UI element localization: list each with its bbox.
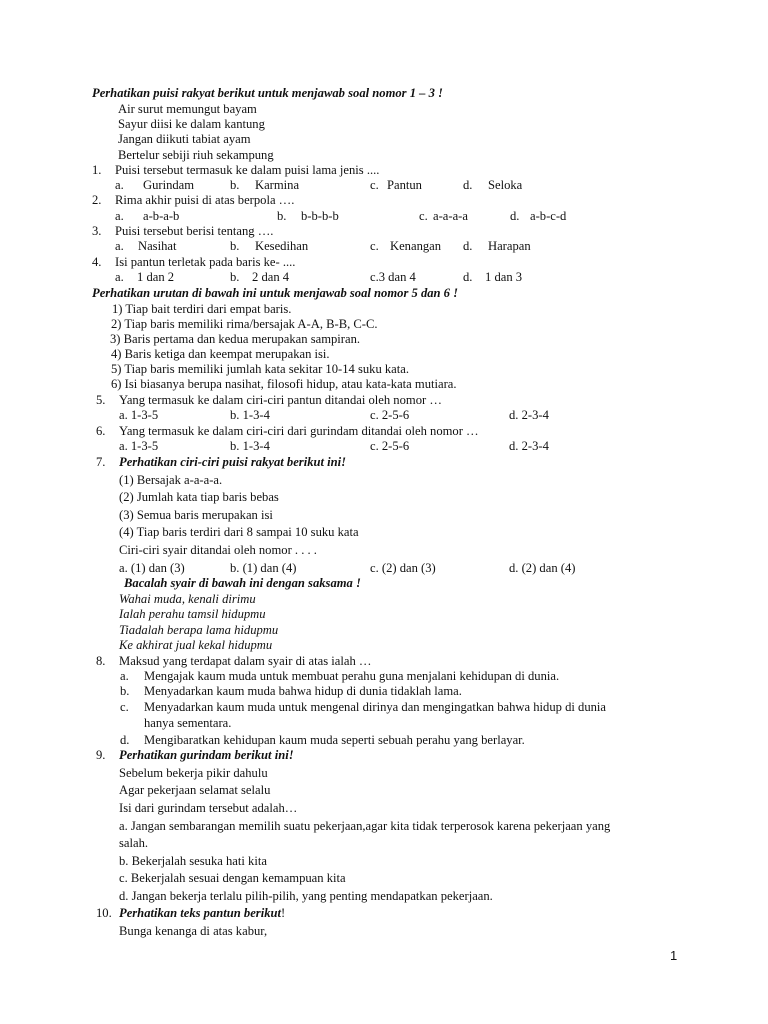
list-item: 6) Isi biasanya berupa nasihat, filosofi hidup, atau kata-kata mutiara.: [111, 377, 457, 391]
option-label: a.: [115, 178, 124, 192]
syair-line: Ialah perahu tamsil hidupmu: [119, 607, 266, 621]
option-label: a.: [115, 239, 124, 253]
option-b: Menyadarkan kaum muda bahwa hidup di dunia tidaklah lama.: [144, 684, 462, 698]
question-number: 10.: [96, 906, 112, 920]
option-b: Karmina: [255, 178, 300, 192]
option-a: 1 dan 2: [137, 270, 175, 284]
question-text-italic: Perhatikan teks pantun berikut: [119, 906, 282, 920]
question-text: Isi pantun terletak pada baris ke- ....: [115, 255, 296, 269]
option-c: c. 2-5-6: [370, 408, 410, 422]
list-item: (4) Tiap baris terdiri dari 8 sampai 10 suku kata: [119, 525, 359, 539]
option-d: d. 2-3-4: [509, 439, 549, 453]
option-label: d.: [463, 270, 473, 284]
syair-line: Ke akhirat jual kekal hidupmu: [119, 638, 273, 652]
option-c: a-a-a-a: [433, 209, 468, 223]
poem-line: Bertelur sebiji riuh sekampung: [118, 148, 274, 162]
option-label: b.: [120, 684, 130, 698]
option-label: d.: [510, 209, 520, 223]
list-item: (2) Jumlah kata tiap baris bebas: [119, 490, 279, 504]
question-number: 6.: [96, 424, 106, 438]
option-c: Menyadarkan kaum muda untuk mengenal dirinya dan mengingatkan bahwa hidup di dunia: [144, 700, 606, 714]
option-c: c. (2) dan (3): [370, 561, 436, 575]
question-number: 5.: [96, 393, 106, 407]
option-label: d.: [120, 733, 130, 747]
option-a: Gurindam: [143, 178, 195, 192]
option-d: d. (2) dan (4): [509, 561, 576, 575]
question-text-exclamation: !: [281, 906, 286, 920]
option-label: d.: [463, 178, 473, 192]
option-b: b-b-b-b: [301, 209, 339, 223]
option-label: b.: [230, 270, 240, 284]
option-c: Pantun: [387, 178, 422, 192]
option-label: b.: [277, 209, 287, 223]
option-b: b. 1-3-4: [230, 439, 270, 453]
question-number: 7.: [96, 455, 106, 469]
option-b: Kesedihan: [255, 239, 309, 253]
question-text: Puisi tersebut termasuk ke dalam puisi lama jenis ....: [115, 163, 380, 177]
question-text: [119, 906, 285, 921]
option-label: a.: [115, 209, 124, 223]
option-label: c.: [120, 700, 129, 714]
question-text: Rima akhir puisi di atas berpola ….: [115, 193, 295, 207]
option-d: Mengibaratkan kehidupan kaum muda seperti sebuah perahu yang berlayar.: [144, 733, 525, 747]
list-item: 4) Baris ketiga dan keempat merupakan isi.: [111, 347, 330, 361]
syair-line: Wahai muda, kenali dirimu: [119, 592, 256, 606]
option-a: a. 1-3-5: [119, 439, 159, 453]
question-prompt: Ciri-ciri syair ditandai oleh nomor . . . .: [119, 543, 317, 557]
option-a-continued: salah.: [119, 836, 149, 850]
instruction-1: Perhatikan puisi rakyat berikut untuk menjawab soal nomor 1 – 3 !: [92, 86, 443, 100]
option-c: c.3 dan 4: [370, 270, 416, 284]
question-text: Perhatikan gurindam berikut ini!: [119, 748, 294, 762]
option-label: b.: [230, 239, 240, 253]
pantun-line: Bunga kenanga di atas kabur,: [119, 924, 268, 938]
option-label: c.: [370, 239, 379, 253]
option-b: b. 1-3-4: [230, 408, 270, 422]
question-number: 9.: [96, 748, 106, 762]
option-b: 2 dan 4: [252, 270, 290, 284]
poem-line: Air surut memungut bayam: [118, 102, 257, 116]
option-a: Mengajak kaum muda untuk membuat perahu guna menjalani kehidupan di dunia.: [144, 669, 560, 683]
question-text: Puisi tersebut berisi tentang ….: [115, 224, 274, 238]
option-d: 1 dan 3: [485, 270, 523, 284]
question-number: 4.: [92, 255, 102, 269]
list-item: (3) Semua baris merupakan isi: [119, 508, 273, 522]
option-d: Harapan: [488, 239, 531, 253]
option-label: d.: [463, 239, 473, 253]
instruction-3: Bacalah syair di bawah ini dengan saksama !: [124, 576, 361, 590]
question-number: 2.: [92, 193, 102, 207]
page-number: 1: [670, 948, 678, 963]
question-number: 1.: [92, 163, 102, 177]
question-text: Maksud yang terdapat dalam syair di atas ialah …: [119, 654, 372, 668]
list-item: 5) Tiap baris memiliki jumlah kata sekitar 10-14 suku kata.: [111, 362, 410, 376]
poem-line: Jangan diikuti tabiat ayam: [118, 132, 251, 146]
instruction-2: Perhatikan urutan di bawah ini untuk menjawab soal nomor 5 dan 6 !: [92, 286, 459, 300]
option-d: d. 2-3-4: [509, 408, 549, 422]
option-c: Kenangan: [390, 239, 442, 253]
question-text: Yang termasuk ke dalam ciri-ciri pantun ditandai oleh nomor …: [119, 393, 442, 407]
option-d: a-b-c-d: [530, 209, 567, 223]
option-b: b. Bekerjalah sesuka hati kita: [119, 854, 267, 868]
option-label: a.: [120, 669, 129, 683]
question-text: Yang termasuk ke dalam ciri-ciri dari gurindam ditandai oleh nomor …: [119, 424, 479, 438]
question-prompt: Isi dari gurindam tersebut adalah…: [119, 801, 298, 815]
option-label: c.: [370, 178, 379, 192]
question-number: 8.: [96, 654, 106, 668]
list-item: 1) Tiap bait terdiri dari empat baris.: [112, 302, 292, 316]
question-number: 3.: [92, 224, 102, 238]
option-d: Seloka: [488, 178, 523, 192]
option-a: Nasihat: [138, 239, 177, 253]
poem-line: Sayur diisi ke dalam kantung: [118, 117, 265, 131]
option-c: c. Bekerjalah sesuai dengan kemampuan kita: [119, 871, 346, 885]
option-a: a. Jangan sembarangan memilih suatu pekerjaan,agar kita tidak terperosok karena pekerjaan yang: [119, 819, 611, 833]
list-item: 2) Tiap baris memiliki rima/bersajak A-A, B-B, C-C.: [111, 317, 378, 331]
option-b: b. (1) dan (4): [230, 561, 297, 575]
question-text: Perhatikan ciri-ciri puisi rakyat berikut ini!: [119, 455, 347, 469]
option-a: a. (1) dan (3): [119, 561, 185, 575]
gurindam-line: Sebelum bekerja pikir dahulu: [119, 766, 268, 780]
syair-line: Tiadalah berapa lama hidupmu: [119, 623, 279, 637]
option-label: c.: [419, 209, 428, 223]
option-d: d. Jangan bekerja terlalu pilih-pilih, yang penting mendapatkan pekerjaan.: [119, 889, 493, 903]
option-c: c. 2-5-6: [370, 439, 410, 453]
option-label: b.: [230, 178, 240, 192]
list-item: 3) Baris pertama dan kedua merupakan sampiran.: [110, 332, 361, 346]
gurindam-line: Agar pekerjaan selamat selalu: [119, 783, 271, 797]
option-label: a.: [115, 270, 124, 284]
option-c-continued: hanya sementara.: [144, 716, 232, 730]
list-item: (1) Bersajak a-a-a-a.: [119, 473, 223, 487]
option-a: a-b-a-b: [143, 209, 180, 223]
option-a: a. 1-3-5: [119, 408, 159, 422]
